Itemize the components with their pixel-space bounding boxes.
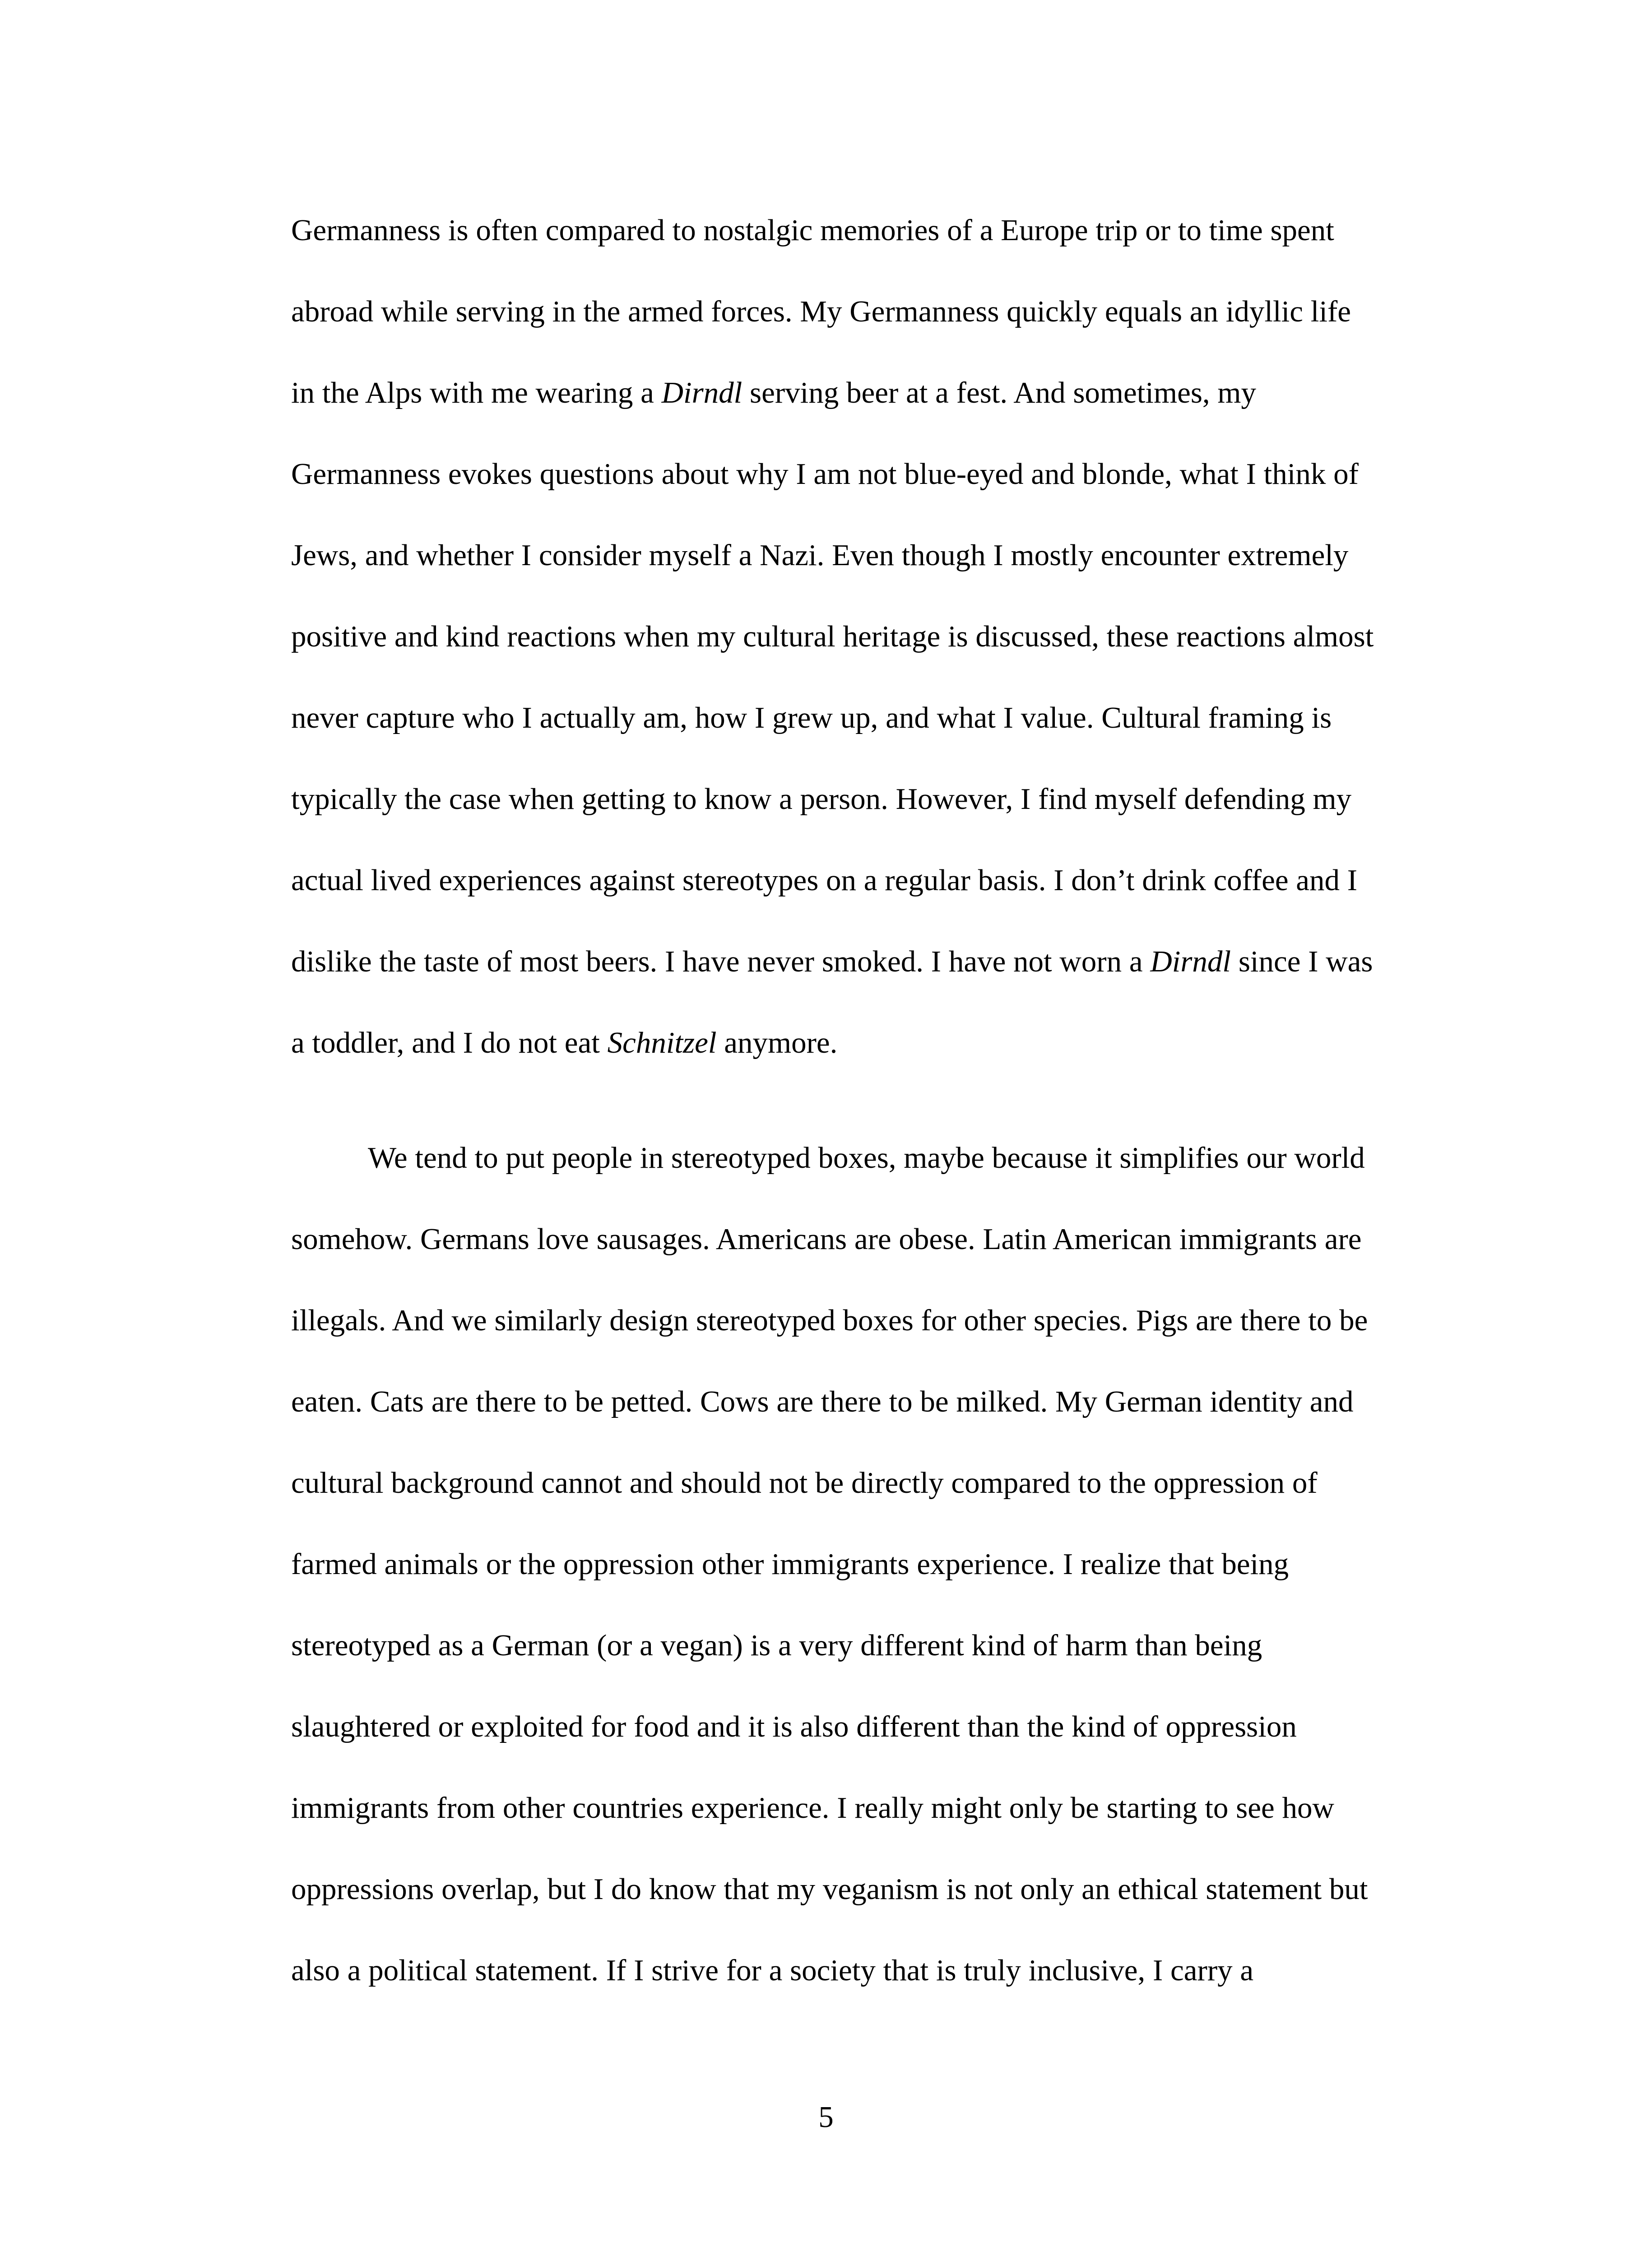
text-run: illegals. And we similarly design stereotyped boxes for other species. Pigs are there to be xyxy=(291,1304,1368,1337)
text-run: also a political statement. If I strive for a society that is truly inclusive, I carry a xyxy=(291,1954,1254,1987)
text-run: immigrants from other countries experience. I really might only be starting to see how xyxy=(291,1791,1334,1825)
text-run: typically the case when getting to know a person. However, I find myself defending my xyxy=(291,782,1352,816)
paragraph-2-line-5 xyxy=(291,1465,1318,1501)
text-run: actual lived experiences against stereotypes on a regular basis. I don’t drink coffee and I xyxy=(291,864,1358,897)
paragraph-1-line-9 xyxy=(291,862,1357,898)
paragraph-2-line-4 xyxy=(291,1384,1354,1420)
text-run: oppressions overlap, but I do know that my veganism is not only an ethical statement but xyxy=(291,1872,1368,1906)
paragraph-2-line-8 xyxy=(291,1709,1297,1745)
paragraph-1-line-11 xyxy=(291,1025,837,1061)
paragraph-1-line-6 xyxy=(291,618,1374,655)
italic-term: Schnitzel xyxy=(607,1026,717,1059)
paragraph-1-line-1 xyxy=(291,212,1334,248)
text-run: a toddler, and I do not eat xyxy=(291,1026,608,1059)
italic-term: Dirndl xyxy=(661,376,742,409)
text-run: eaten. Cats are there to be petted. Cows are there to be milked. My German identity and xyxy=(291,1385,1354,1418)
paragraph-1-line-2 xyxy=(291,293,1351,330)
text-run: serving beer at a fest. And sometimes, my xyxy=(742,376,1257,409)
paragraph-1-line-4 xyxy=(291,456,1359,492)
paragraph-1-line-5 xyxy=(291,537,1348,573)
paragraph-1-line-7 xyxy=(291,700,1332,736)
text-run: farmed animals or the oppression other immigrants experience. I realize that being xyxy=(291,1547,1289,1581)
paragraph-2-line-6 xyxy=(291,1546,1289,1582)
italic-term: Dirndl xyxy=(1150,945,1231,978)
paragraph-2-line-3 xyxy=(291,1302,1368,1338)
paragraph-1-line-3 xyxy=(291,375,1256,411)
text-run: stereotyped as a German (or a vegan) is a very different kind of harm than being xyxy=(291,1629,1262,1662)
page-number: 5 xyxy=(818,2100,834,2134)
paragraph-2-line-2 xyxy=(291,1221,1362,1257)
text-run: in the Alps with me wearing a xyxy=(291,376,662,409)
text-run: anymore. xyxy=(716,1026,838,1059)
paragraph-2-line-9 xyxy=(291,1790,1334,1826)
paragraph-2-line-7 xyxy=(291,1627,1262,1663)
text-run: abroad while serving in the armed forces. My Germanness quickly equals an idyllic life xyxy=(291,295,1351,328)
text-run: slaughtered or exploited for food and it is also different than the kind of oppression xyxy=(291,1710,1297,1743)
paragraph-1-line-8 xyxy=(291,781,1351,817)
text-run: dislike the taste of most beers. I have never smoked. I have not worn a xyxy=(291,945,1151,978)
paragraph-2-line-11 xyxy=(291,1952,1253,1988)
text-run: since I was xyxy=(1231,945,1373,978)
text-run: We tend to put people in stereotyped boxes, maybe because it simplifies our world xyxy=(368,1141,1365,1175)
text-run: cultural background cannot and should not be directly compared to the oppression of xyxy=(291,1466,1318,1500)
text-run: Germanness is often compared to nostalgic memories of a Europe trip or to time spent xyxy=(291,214,1334,247)
text-run: positive and kind reactions when my cultural heritage is discussed, these reactions almost xyxy=(291,620,1374,653)
text-run: never capture who I actually am, how I grew up, and what I value. Cultural framing is xyxy=(291,701,1332,734)
paragraph-1-line-10 xyxy=(291,943,1373,980)
paragraph-2-line-1 xyxy=(291,1140,1365,1176)
text-run: Jews, and whether I consider myself a Nazi. Even though I mostly encounter extremely xyxy=(291,539,1349,572)
text-run: somehow. Germans love sausages. Americans are obese. Latin American immigrants are xyxy=(291,1222,1362,1256)
text-run: Germanness evokes questions about why I am not blue-eyed and blonde, what I think of xyxy=(291,457,1359,491)
paragraph-2-line-10 xyxy=(291,1871,1368,1907)
